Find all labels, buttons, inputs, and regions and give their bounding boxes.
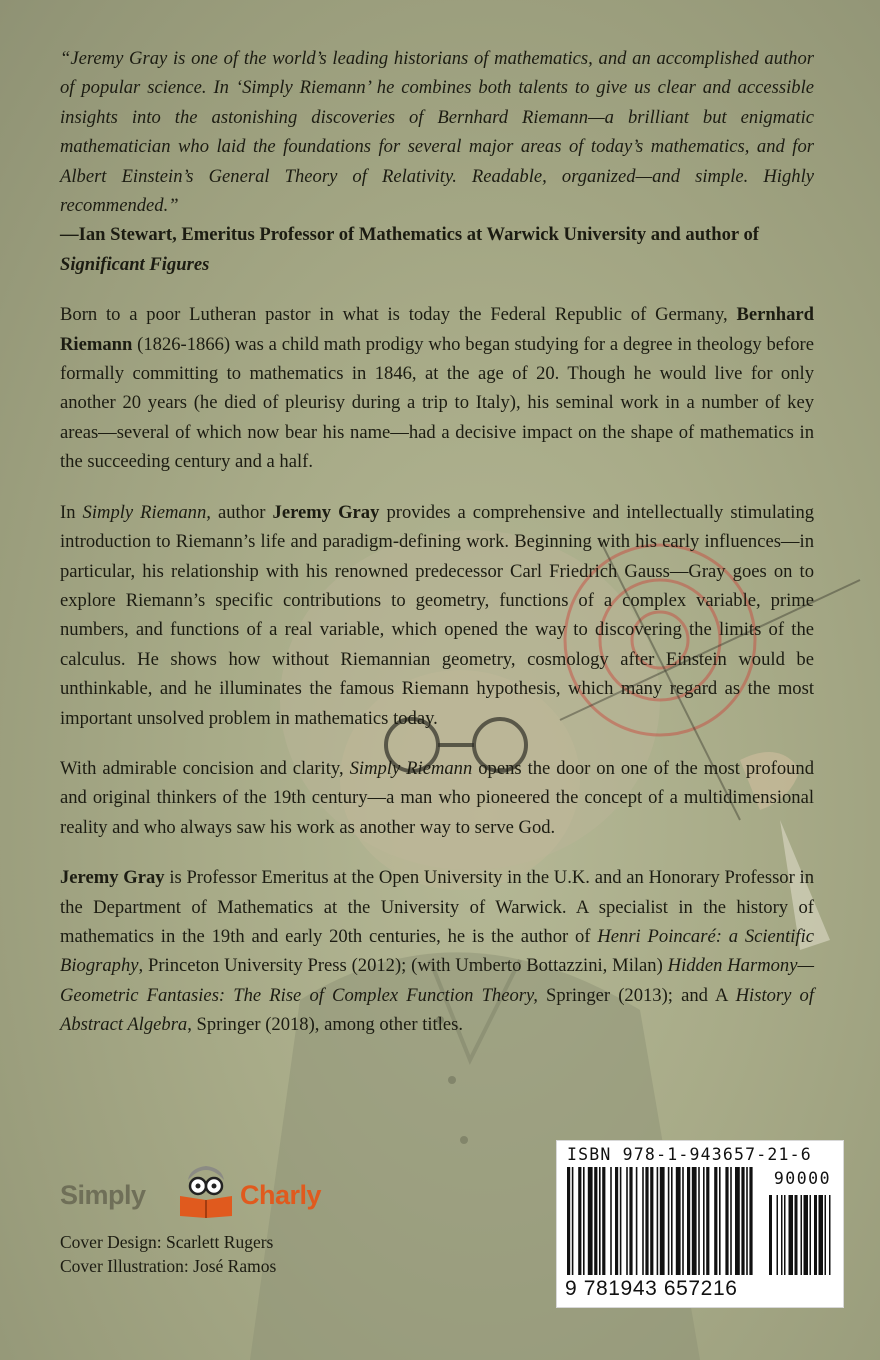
reader-mascot-icon (176, 1160, 236, 1218)
barcode-bar (671, 1167, 673, 1275)
bio-title-1: Henri Poincaré: a Scientific Biography (60, 925, 815, 977)
barcode-bar (650, 1167, 653, 1275)
back-cover-text (60, 44, 814, 1040)
barcode-bar (687, 1167, 690, 1275)
simply-charly-logo (60, 1160, 340, 1220)
book-title: Simply Riemann, (82, 501, 211, 523)
barcode-bar (615, 1167, 618, 1275)
barcode-addon-bar (814, 1195, 817, 1275)
barcode-bar (567, 1167, 570, 1275)
summary-paragraph: With admirable concision and clarity, Simply Riemann opens the door on one of the most profound and original thinkers of the 19th century—a man who pioneered the concept of a multidimensional reality and who always saw his work as another way to serve God. (60, 757, 815, 838)
barcode-addon-bar (795, 1195, 798, 1275)
barcode-addon-bar (781, 1195, 783, 1275)
barcode-addon-bar (769, 1195, 772, 1275)
barcode-addon-bar (825, 1195, 827, 1275)
bio-title-3: History of Abstract Algebra (60, 984, 814, 1036)
endorsement-attribution: —Ian Stewart, Emeritus Professor of Mathematics at Warwick University and author of Significant Figures (60, 224, 759, 275)
price-code: 90000 (773, 1169, 831, 1188)
cover-credits (60, 1230, 276, 1278)
barcode-bar (657, 1167, 659, 1275)
isbn-number: ISBN 978-1-943657-21-6 (567, 1145, 812, 1164)
author-name: Jeremy Gray (272, 501, 380, 523)
barcode-bar (730, 1167, 732, 1275)
barcode-addon-bar (801, 1195, 803, 1275)
barcode-bar (682, 1167, 684, 1275)
biography-paragraph: Born to a poor Lutheran pastor in what is today the Federal Republic of Germany, Bernhard Riemann (1826-1866) was a child math prodigy who began studying for a degree in theology before formally committing to mathematics in 1846, at the age of 20. Though he would live for only another 20 years (he died of pleurisy during a trip to Italy), his seminal work in a number of key areas—several of which now bear his name—had a decisive impact on the shape of mathematics in the succeeding century and a half. (60, 304, 814, 473)
subject-name: Bernhard Riemann (60, 304, 814, 355)
barcode-bar (594, 1167, 597, 1275)
barcode-bar (703, 1167, 705, 1275)
barcode-bar (749, 1167, 752, 1275)
barcode-bar (719, 1167, 721, 1275)
barcode-bar (583, 1167, 585, 1275)
logo-charly-text: Charly (240, 1180, 322, 1210)
barcode-bar (725, 1167, 728, 1275)
barcode-bar (735, 1167, 740, 1275)
barcode-bar (626, 1167, 628, 1275)
barcode-bar (706, 1167, 709, 1275)
barcode-bar (642, 1167, 644, 1275)
cover-design-credit: Cover Design: Scarlett Rugers (60, 1232, 274, 1252)
isbn-barcode (556, 1140, 844, 1308)
logo-simply-text: Simply (60, 1180, 146, 1210)
barcode-addon-bar (829, 1195, 831, 1275)
book-description-paragraph: In Simply Riemann, author Jeremy Gray provides a comprehensive and intellectually stimulating introduction to Riemann’s life and paradigm-defining work. Beginning with his early influences—in particular, his relationship with his renowned predecessor Carl Friedrich Gauss—Gray goes on to explore Riemann’s specific contributions to geometry, functions of a complex variable, prime numbers, and functions of a real variable, which opened the way to discovering the limits of the calculus. He shows how without Riemannian geometry, cosmology after Einstein would be unthinkable, and he illuminates the famous Riemann hypothesis, which many regard as the most important unsolved problem in mathematics today. (60, 501, 815, 729)
barcode-bar (660, 1167, 665, 1275)
barcode-bar (746, 1167, 748, 1275)
ean-digits: 9 781943 657216 (565, 1277, 738, 1300)
barcode-bar (698, 1167, 700, 1275)
endorsement-blurb (60, 44, 814, 279)
endorsement-book-title: Significant Figures (60, 253, 210, 275)
barcode-bar (741, 1167, 744, 1275)
barcode-bar (599, 1167, 601, 1275)
barcode-addon-bar (784, 1195, 786, 1275)
author-bio-paragraph: Jeremy Gray is Professor Emeritus at the Open University in the U.K. and an Honorary Professor in the Department of Mathematics at the University of Warwick. A specialist in the history of mathematics in the 19th and early 20th centuries, he is the author of Henri Poincaré: a Scientific Biography, Princeton University Press (2012); (with Umberto Bottazzini, Milan) Hidden Harmony—Geometric Fantasies: The Rise of Complex Function Theory, Springer (2013); and A History of Abstract Algebra, Springer (2018), among other titles. (60, 867, 815, 1036)
barcode-addon-bar (810, 1195, 812, 1275)
barcode-bar (636, 1167, 638, 1275)
barcode-bar (629, 1167, 632, 1275)
barcode-bar (645, 1167, 648, 1275)
barcode-bar (620, 1167, 622, 1275)
author-bio-name: Jeremy Gray (60, 867, 165, 889)
barcode-bar (676, 1167, 681, 1275)
barcode-bar (602, 1167, 605, 1275)
bio-title-2: Hidden Harmony—Geometric Fantasies: The Rise of Complex Function Theory, (60, 955, 815, 1006)
barcode-bar (572, 1167, 574, 1275)
barcode-bar (714, 1167, 717, 1275)
barcode-addon-bar (804, 1195, 809, 1275)
barcode-bar (692, 1167, 697, 1275)
barcode-bar (578, 1167, 581, 1275)
endorsement-quote: “Jeremy Gray is one of the world’s leading historians of mathematics, and an accomplished author of popular science. In ‘Simply Riemann’ he combines both talents to give us clear and accessible insights into the astonishing discoveries of Bernhard Riemann—a brilliant but enigmatic mathematician who laid the foundations for several major areas of today’s mathematics, and for Albert Einstein’s General Theory of Relativity. Readable, organized—and simple. Highly recommended.” (60, 48, 814, 217)
barcode-bar (610, 1167, 612, 1275)
book-title-2: Simply Riemann (349, 757, 473, 779)
barcode-addon-bar (777, 1195, 779, 1275)
barcode-addon-bar (789, 1195, 794, 1275)
barcode-bars (563, 1167, 837, 1279)
barcode-addon-bar (819, 1195, 824, 1275)
barcode-bar (588, 1167, 593, 1275)
barcode-bar (668, 1167, 670, 1275)
cover-illustration-credit: Cover Illustration: José Ramos (60, 1256, 277, 1276)
